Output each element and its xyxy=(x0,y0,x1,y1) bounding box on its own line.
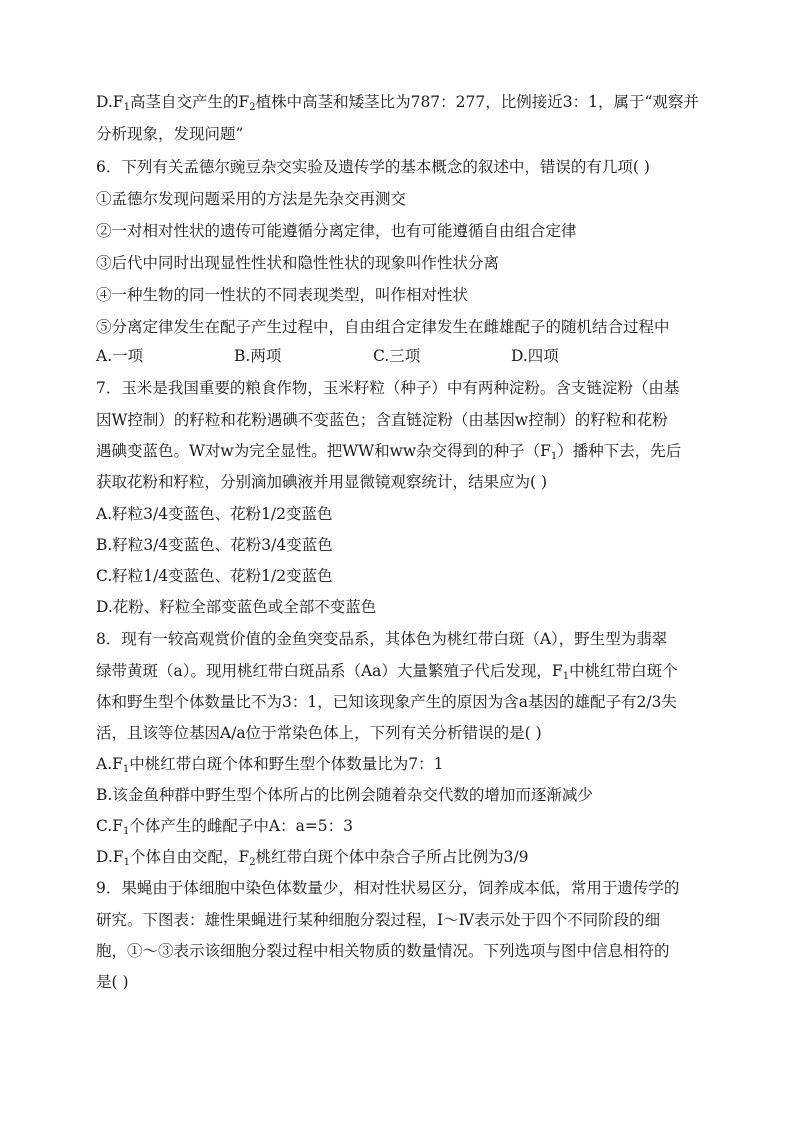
text-run: 中桃红带白斑个 xyxy=(569,662,678,680)
text-run: 个体产生的雌配子中A：a=5：3 xyxy=(129,817,354,835)
question-8-stem-line2 xyxy=(96,661,678,681)
question-7-stem-line3 xyxy=(96,441,681,461)
text-run: D.F xyxy=(96,93,124,111)
text-run: 个体自由交配，F xyxy=(129,848,250,866)
text-run: C.F xyxy=(96,817,123,835)
text-run: 中桃红带白斑个体和野生型个体数量比为7：1 xyxy=(129,755,444,773)
question-8-stem-line4: 活，且该等位基因A/a位于常染色体上，下列有关分析错误的是( ) xyxy=(96,724,542,742)
question-9-stem-line3: 胞，①～③表示该细胞分裂过程中相关物质的数量情况。下列选项与图中信息相符的 xyxy=(96,942,670,960)
question-7-option-b: B.籽粒3/4变蓝色、花粉3/4变蓝色 xyxy=(96,536,333,554)
subscript: 1 xyxy=(122,764,130,775)
question-6-statement-2: ②一对相对性状的遗传可能遵循分离定律，也有可能遵循自由组合定律 xyxy=(96,222,577,240)
question-6-statement-3: ③后代中同时出现显性性状和隐性性状的现象叫作性状分离 xyxy=(96,254,500,272)
subscript: 1 xyxy=(123,102,130,113)
question-9-stem-line1: 9．果蝇由于体细胞中染色体数量少，相对性状易区分，饲养成本低，常用于遗传学的 xyxy=(96,879,680,897)
question-6-statement-4: ④一种生物的同一性状的不同表现类型，叫作相对性状 xyxy=(96,286,469,304)
text-run: 桃红带白斑个体中杂合子所占比例为3/9 xyxy=(255,848,529,866)
text-run: A.F xyxy=(96,755,123,773)
subscript: 1 xyxy=(562,671,570,682)
question-9-stem-line4: 是( ) xyxy=(96,973,129,991)
question-8-option-c xyxy=(96,816,353,836)
question-8-stem-line3: 体和野生型个体数量比不为3：1，已知该现象产生的原因为含a基因的雄配子有2/3失 xyxy=(96,693,677,711)
subscript: 2 xyxy=(249,102,256,113)
question-8-option-d xyxy=(96,847,529,867)
question-8-stem-line1: 8．现有一较高观赏价值的金鱼突变品系，其体色为桃红带白斑（A），野生型为翡翠 xyxy=(96,630,668,648)
question-6-stem: 6．下列有关孟德尔豌豆杂交实验及遗传学的基本概念的叙述中，错误的有几项( ) xyxy=(96,158,650,176)
question-6-option-a: A.一项 xyxy=(96,347,144,365)
question-5-option-d-line2: 分析现象，发现问题” xyxy=(96,125,244,143)
question-7-option-c: C.籽粒1/4变蓝色、花粉1/2变蓝色 xyxy=(96,567,333,585)
subscript: 1 xyxy=(123,826,130,837)
text-run: 绿带黄斑（a）。现用桃红带白斑品系（Aa）大量繁殖子代后发现，F xyxy=(96,662,563,680)
question-6-option-c: C.三项 xyxy=(373,347,421,365)
question-9-stem-line2: 研究。下图表：雄性果蝇进行某种细胞分裂过程，Ⅰ～Ⅳ表示处于四个不同阶段的细 xyxy=(96,911,661,929)
question-7-option-d: D.花粉、籽粒全部变蓝色或全部不变蓝色 xyxy=(96,598,377,616)
question-7-option-a: A.籽粒3/4变蓝色、花粉1/2变蓝色 xyxy=(96,505,333,523)
question-6-option-b: B.两项 xyxy=(234,347,282,365)
question-5-option-d-line1 xyxy=(96,92,699,112)
subscript: 2 xyxy=(249,857,256,868)
text-run: 植株中高茎和矮茎比为787：277，比例接近3：1，属于“观察并 xyxy=(255,93,699,111)
text-run: 遇碘变蓝色。W对w为完全显性。把WW和ww杂交得到的种子（F xyxy=(96,442,551,460)
subscript: 1 xyxy=(550,451,558,462)
question-7-stem-line2: 因W控制）的籽粒和花粉遇碘不变蓝色；含直链淀粉（由基因w控制）的籽粒和花粉 xyxy=(96,411,668,429)
subscript: 1 xyxy=(123,857,130,868)
question-6-option-d: D.四项 xyxy=(511,347,559,365)
question-7-stem-line1: 7．玉米是我国重要的粮食作物，玉米籽粒（种子）中有两种淀粉。含支链淀粉（由基 xyxy=(96,379,680,397)
text-run: 高茎自交产生的F xyxy=(129,93,250,111)
question-6-statement-1: ①孟德尔发现问题采用的方法是先杂交再测交 xyxy=(96,190,407,208)
question-8-option-b: B.该金鱼种群中野生型个体所占的比例会随着杂交代数的增加而逐渐减少 xyxy=(96,786,593,804)
text-run: ）播种下去，先后 xyxy=(557,442,682,460)
question-6-statement-5: ⑤分离定律发生在配子产生过程中，自由组合定律发生在雌雄配子的随机结合过程中 xyxy=(96,318,670,336)
text-run: D.F xyxy=(96,848,124,866)
question-7-stem-line4: 获取花粉和籽粒，分别滴加碘液并用显微镜观察统计，结果应为( ) xyxy=(96,473,548,491)
question-8-option-a xyxy=(96,754,444,774)
